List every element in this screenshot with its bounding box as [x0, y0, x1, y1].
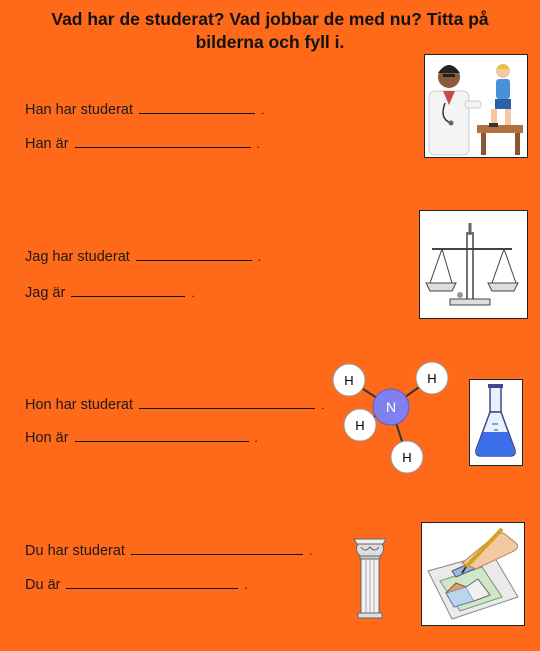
- section-3-is-label: Hon är: [25, 430, 69, 446]
- section-2-studied-dot: .: [257, 250, 262, 264]
- section-2-studied-label: Jag har studerat: [25, 249, 130, 265]
- section-4-studied-dot: .: [308, 544, 313, 558]
- hydrogen-atom-3: [344, 409, 376, 441]
- balance-scale-picture: [419, 210, 528, 319]
- svg-text:H: H: [402, 450, 412, 465]
- section-2-is-label: Jag är: [25, 285, 66, 301]
- hydrogen-atom-1: [333, 364, 365, 396]
- section-1-is-dot: .: [256, 137, 260, 151]
- svg-text:H: H: [344, 373, 354, 388]
- section-1-studied-dot: .: [261, 103, 265, 117]
- section-1-studied-label: Han har studerat: [25, 102, 134, 118]
- section-1-is-blank[interactable]: [75, 146, 251, 148]
- corinthian-column-picture: [352, 535, 388, 619]
- page-title: Vad har de studerat? Vad jobbar de med nu? Titta på bilderna och fyll i.: [51, 9, 489, 52]
- section-3-studied-dot: .: [321, 398, 325, 412]
- doctor-patient-picture: [424, 54, 528, 158]
- hydrogen-atom-4: [391, 441, 423, 473]
- section-1-studied-blank[interactable]: [139, 112, 255, 114]
- flask-picture: [469, 379, 523, 466]
- section-2-studied-blank[interactable]: [136, 259, 252, 261]
- section-3-is-blank[interactable]: [75, 440, 249, 442]
- section-4-is-dot: .: [244, 578, 248, 592]
- svg-text:H: H: [427, 371, 437, 386]
- nitrogen-atom: [373, 389, 409, 425]
- section-2-is-blank[interactable]: [71, 295, 185, 297]
- section-1-is-label: Han är: [25, 136, 69, 152]
- svg-text:H: H: [355, 418, 365, 433]
- architect-drawing-picture: [421, 522, 525, 626]
- section-3-is-row: [25, 430, 258, 446]
- section-3-studied-row: [25, 397, 324, 413]
- section-2-studied-row: [25, 249, 261, 265]
- section-2-is-row: [25, 285, 195, 301]
- section-4-is-label: Du är: [25, 577, 61, 593]
- section-4-is-blank[interactable]: [66, 587, 238, 589]
- ammonia-molecule-diagram: [328, 358, 454, 476]
- section-3-is-dot: .: [254, 431, 258, 445]
- section-4-studied-blank[interactable]: [131, 553, 303, 555]
- hydrogen-atom-2: [416, 362, 448, 394]
- section-1-is-row: [25, 136, 260, 152]
- section-4-studied-label: Du har studerat: [25, 543, 125, 559]
- section-1-studied-row: [25, 102, 264, 118]
- section-4-studied-row: [25, 543, 312, 559]
- section-3-studied-blank[interactable]: [139, 407, 315, 409]
- section-3-studied-label: Hon har studerat: [25, 397, 134, 413]
- section-2-is-dot: .: [191, 286, 195, 300]
- svg-text:N: N: [385, 399, 397, 415]
- section-4-is-row: [25, 577, 248, 593]
